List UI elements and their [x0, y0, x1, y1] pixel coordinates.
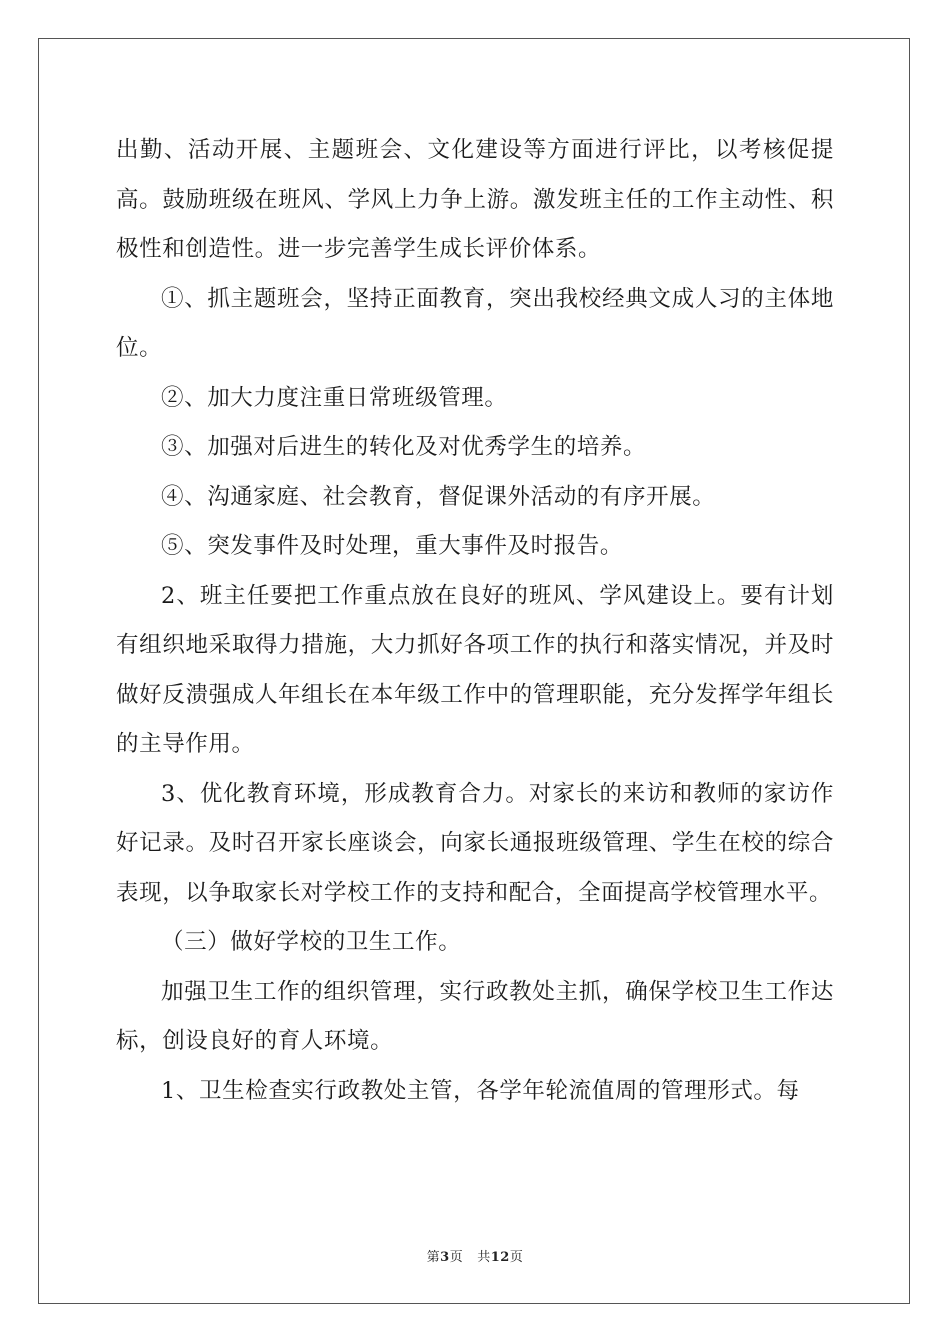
paragraph-2: ①、抓主题班会，坚持正面教育，突出我校经典文成人习的主体地位。	[116, 285, 834, 361]
paragraph-9: （三）做好学校的卫生工作。	[161, 929, 462, 955]
paragraph-5: ④、沟通家庭、社会教育，督促课外活动的有序开展。	[161, 483, 716, 510]
total-pages: 12	[490, 1250, 510, 1265]
page-suffix: 页	[449, 1250, 464, 1265]
paragraph-11: 1、卫生检查实行政教处主管，各学年轮流值周的管理形式。每	[161, 1077, 800, 1104]
document-body	[116, 126, 834, 1116]
paragraph-4: ③、加强对后进生的转化及对优秀学生的培养。	[161, 434, 647, 460]
total-prefix: 共	[477, 1250, 491, 1265]
total-suffix: 页	[509, 1250, 524, 1265]
paragraph-10: 加强卫生工作的组织管理，实行政教处主抓，确保学校卫生工作达标，创设良好的育人环境。	[116, 978, 834, 1054]
page-number: 3	[440, 1250, 450, 1265]
paragraph-8: 3、优化教育环境，形成教育合力。对家长的来访和教师的家访作好记录。及时召开家长座谈会，向家长通报班级管理、学生在校的综合表现，以争取家长对学校工作的支持和配合，全面提高学校管理水平。	[116, 780, 834, 906]
page-footer	[0, 1246, 950, 1265]
paragraph-6: ⑤、突发事件及时处理，重大事件及时报告。	[161, 533, 624, 559]
page-prefix: 第	[426, 1250, 441, 1265]
paragraph-7: 2、班主任要把工作重点放在良好的班风、学风建设上。要有计划有组织地采取得力措施，大力抓好各项工作的执行和落实情况，并及时做好反溃强成人年组长在本年级工作中的管理职能，充分发挥学年组长的主导作用。	[116, 582, 834, 757]
paragraph-1: 出勤、活动开展、主题班会、文化建设等方面进行评比，以考核促提高。鼓励班级在班风、学风上力争上游。激发班主任的工作主动性、积极性和创造性。进一步完善学生成长评价体系。	[116, 137, 834, 262]
paragraph-3: ②、加大力度注重日常班级管理。	[161, 384, 508, 411]
